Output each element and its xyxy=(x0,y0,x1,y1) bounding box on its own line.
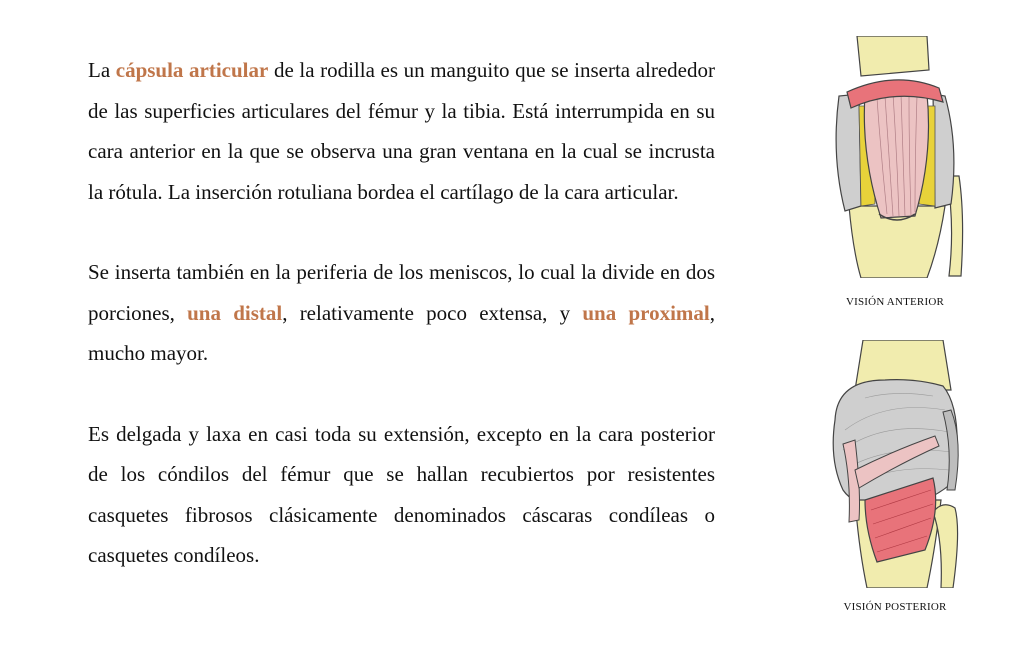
term-capsula-articular: cápsula articular xyxy=(115,58,269,82)
term-una-distal: una distal xyxy=(187,300,283,325)
term-una-proximal: una proximal xyxy=(582,300,710,325)
paragraph-3 xyxy=(88,414,715,576)
caption-anterior: VISIÓN ANTERIOR xyxy=(845,296,945,308)
knee-posterior-drawing xyxy=(815,340,975,588)
knee-anterior-illustration xyxy=(815,36,975,278)
paragraph-2 xyxy=(88,252,715,374)
p2-post: , mucho mayor. xyxy=(88,300,715,365)
paragraph-1 xyxy=(88,50,715,212)
p2-mid: , relativamente poco extensa, y xyxy=(282,300,583,325)
capsule-left-shape xyxy=(836,94,861,211)
p1-pre: La xyxy=(88,58,116,82)
femur-shape xyxy=(857,36,929,76)
capsule-right-shape xyxy=(933,94,954,208)
fibula-posterior-shape xyxy=(933,505,958,588)
p1-post: de la rodilla es un manguito que se inserta alrededor de las superficies articulares del fémur y la tibia. Está interrumpida en su cara anterior en la que se observa una gran ventana en la cual se incrusta la rótula. La inserción rotuliana bordea el cartílago de la cara articular. xyxy=(88,58,715,204)
knee-posterior-illustration xyxy=(815,340,975,588)
p3-text: Es delgada y laxa en casi toda su extensión, excepto en la cara posterior de los cóndilos del fémur que se hallan recubiertos por resistentes casquetes fibrosos clásicamente denominados cáscaras condíleas o casquetes condíleos. xyxy=(88,421,715,567)
article-text xyxy=(88,50,715,616)
caption-posterior: VISIÓN POSTERIOR xyxy=(843,601,947,613)
p2-pre: Se inserta también en la periferia de los meniscos, lo cual la divide en dos porciones, xyxy=(88,260,715,325)
knee-anterior-drawing xyxy=(815,36,975,278)
